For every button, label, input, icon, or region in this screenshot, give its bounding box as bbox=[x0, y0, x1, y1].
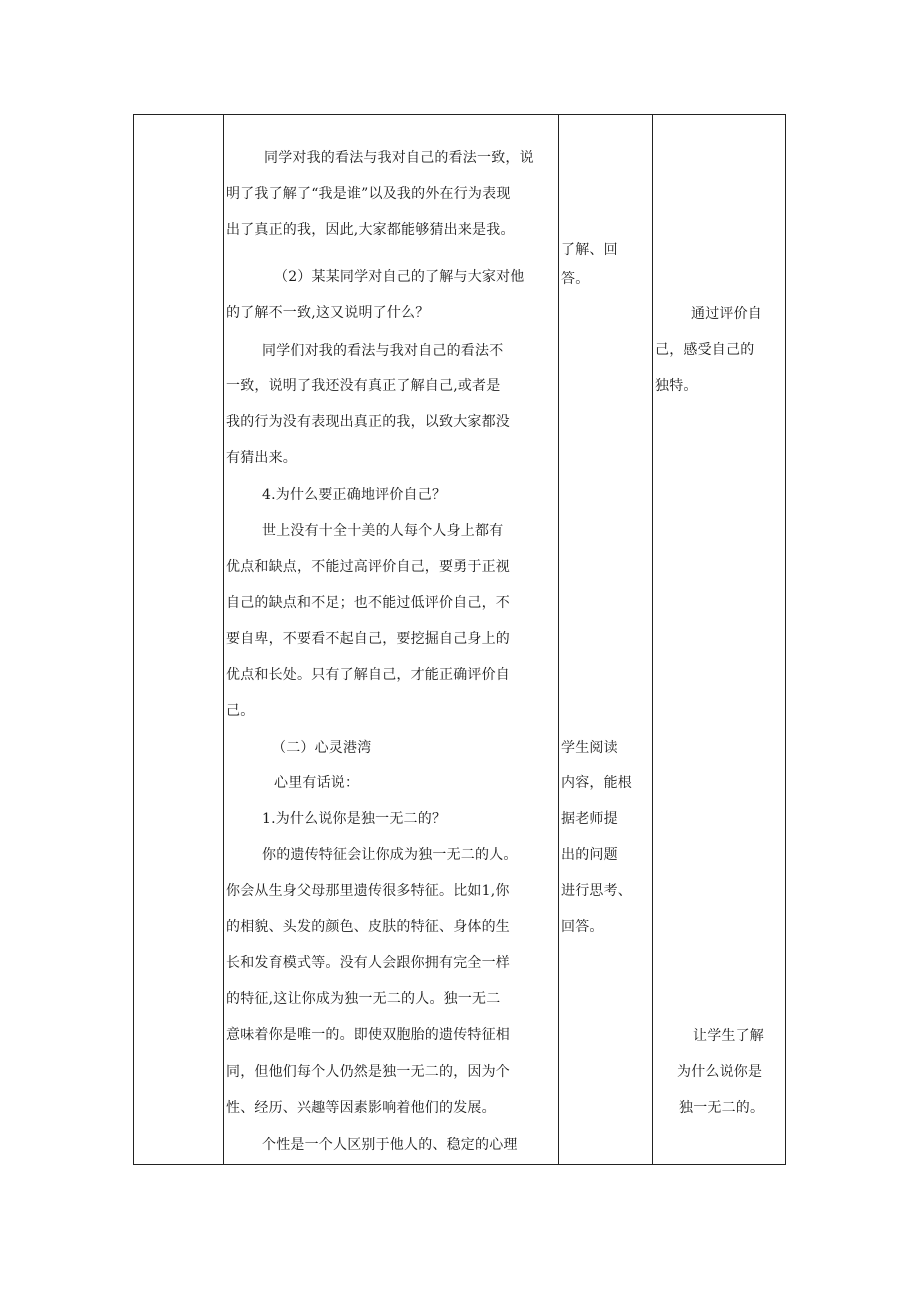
content-line: 优点和长处。只有了解自己，才能正确评价自 bbox=[226, 667, 510, 683]
purpose-line: 让学生了解 bbox=[693, 1028, 764, 1044]
content-line: （2）某某同学对自己的了解与大家对他 bbox=[274, 269, 525, 285]
content-line: 的特征,这让你成为独一无二的人。独一无二 bbox=[226, 991, 501, 1007]
purpose-line: 己，感受自己的 bbox=[655, 342, 755, 358]
content-line: 己。 bbox=[226, 703, 255, 719]
content-line: 的相貌、头发的颜色、皮肤的特征、身体的生 bbox=[226, 919, 510, 935]
content-line: 一致，说明了我还没有真正了解自己,或者是 bbox=[226, 378, 501, 394]
content-line: 的了解不一致,这又说明了什么？ bbox=[226, 305, 430, 321]
purpose-line: 独一无二的。 bbox=[679, 1100, 765, 1116]
student-line: 内容，能根 bbox=[561, 775, 632, 791]
content-line: 世上没有十全十美的人每个人身上都有 bbox=[262, 523, 504, 539]
content-line: 我的行为没有表现出真正的我，以致大家都没 bbox=[226, 414, 510, 430]
student-line: 回答。 bbox=[561, 919, 604, 935]
purpose-line: 通过评价自 bbox=[691, 306, 762, 322]
section-heading: （二）心灵港湾 bbox=[272, 740, 372, 756]
left-empty-cell bbox=[134, 115, 223, 1164]
lesson-plan-table bbox=[133, 114, 786, 1165]
content-line: 你的遗传特征会让你成为独一无二的人。 bbox=[262, 847, 518, 863]
content-line: 个性是一个人区别于他人的、稳定的心理 bbox=[262, 1137, 518, 1153]
student-line: 据老师提 bbox=[561, 811, 618, 827]
student-activity-cell bbox=[559, 115, 652, 1164]
content-line: 自己的缺点和不足；也不能过低评价自己，不 bbox=[226, 595, 510, 611]
content-line: 意味着你是唯一的。即使双胞胎的遗传特征相 bbox=[226, 1027, 510, 1043]
content-line: 明了我了解了“我是谁”以及我的外在行为表现 bbox=[226, 186, 511, 202]
design-purpose-cell bbox=[653, 115, 785, 1164]
content-line: 出了真正的我，因此,大家都能够猜出来是我。 bbox=[226, 222, 515, 238]
content-line: 心里有话说： bbox=[274, 775, 360, 791]
student-line: 答。 bbox=[561, 271, 590, 287]
content-line: 同学们对我的看法与我对自己的看法不 bbox=[262, 343, 504, 359]
teaching-content-cell bbox=[224, 115, 558, 1164]
content-subheading: 4.为什么要正确地评价自己？ bbox=[262, 487, 447, 503]
purpose-line: 独特。 bbox=[655, 378, 698, 394]
content-line: 性、经历、兴趣等因素影响着他们的发展。 bbox=[226, 1100, 496, 1116]
content-line: 同，但他们每个人仍然是独一无二的，因为个 bbox=[226, 1064, 510, 1080]
purpose-line: 为什么说你是 bbox=[677, 1064, 763, 1080]
content-line: 长和发育模式等。没有人会跟你拥有完全一样 bbox=[226, 955, 510, 971]
content-line: 优点和缺点，不能过高评价自己，要勇于正视 bbox=[226, 559, 510, 575]
content-line: 要自卑，不要看不起自己，要挖掘自己身上的 bbox=[226, 631, 510, 647]
student-line: 进行思考、 bbox=[561, 883, 632, 899]
content-line: 你会从生身父母那里遗传很多特征。比如1,你 bbox=[226, 883, 510, 899]
content-line: 同学对我的看法与我对自己的看法一致，说 bbox=[264, 150, 534, 166]
student-line: 学生阅读 bbox=[561, 740, 618, 756]
student-line: 出的问题 bbox=[561, 847, 618, 863]
content-line: 有猜出来。 bbox=[226, 450, 297, 466]
content-subheading: 1.为什么说你是独一无二的？ bbox=[262, 811, 447, 827]
student-line: 了解、回 bbox=[561, 242, 618, 258]
